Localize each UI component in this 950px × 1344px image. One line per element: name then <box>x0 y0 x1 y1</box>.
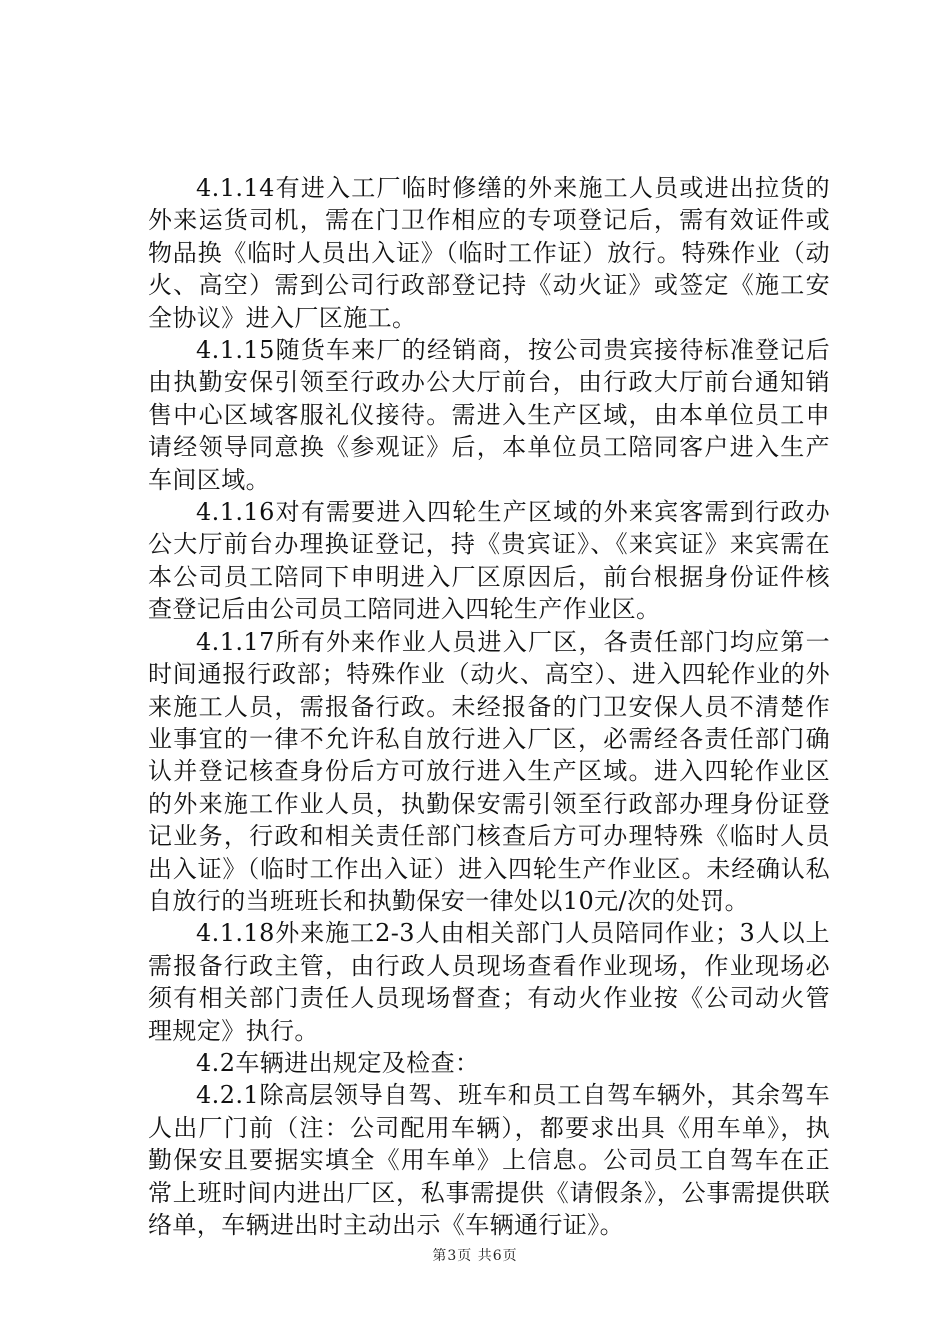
paragraph-4-1-14: 4.1.14有进入工厂临时修缮的外来施工人员或进出拉货的外来运货司机，需在门卫作相应的专项登记后，需有效证件或物品换《临时人员出入证》（临时工作证）放行。特殊作业（动火、高空）需到公司行政部登记持《动火证》或签定《施工安全协议》进入厂区施工。 <box>148 174 830 332</box>
paragraph-4-2-1: 4.2.1除高层领导自驾、班车和员工自驾车辆外，其余驾车人出厂门前（注：公司配用车辆），都要求出具《用车单》，执勤保安且要据实填全《用车单》上信息。公司员工自驾车在正常上班时间内进出厂区，私事需提供《请假条》，公事需提供联络单，车辆进出时主动出示《车辆通行证》。 <box>148 1081 830 1239</box>
paragraph-4-1-17: 4.1.17所有外来作业人员进入厂区，各责任部门均应第一时间通报行政部；特殊作业（动火、高空）、进入四轮作业的外来施工人员，需报备行政。未经报备的门卫安保人员不清楚作业事宜的一律不允许私自放行进入厂区，必需经各责任部门确认并登记核查身份后方可放行进入生产区域。进入四轮作业区的外来施工作业人员，执勤保安需引领至行政部办理身份证登记业务，行政和相关责任部门核查后方可办理特殊《临时人员出入证》（临时工作出入证）进入四轮生产作业区。未经确认私自放行的当班班长和执勤保安一律处以10元/次的处罚。 <box>148 627 830 915</box>
paragraph-4-1-15: 4.1.15随货车来厂的经销商，按公司贵宾接待标准登记后由执勤安保引领至行政办公大厅前台，由行政大厅前台通知销售中心区域客服礼仪接待。需进入生产区域，由本单位员工申请经领导同意换《参观证》后，本单位员工陪同客户进入生产车间区域。 <box>148 336 830 494</box>
paragraph-4-1-16: 4.1.16对有需要进入四轮生产区域的外来宾客需到行政办公大厅前台办理换证登记，持《贵宾证》、《来宾证》来宾需在本公司员工陪同下申明进入厂区原因后，前台根据身份证件核查登记后由公司员工陪同进入四轮生产作业区。 <box>148 498 830 624</box>
document-body <box>148 172 830 1241</box>
page-number-footer: 第3页 共6页 <box>432 1248 518 1264</box>
section-heading-4-2: 4.2车辆进出规定及检查： <box>196 1048 480 1077</box>
paragraph-4-1-18: 4.1.18外来施工2-3人由相关部门人员陪同作业；3人以上需报备行政主管，由行政人员现场查看作业现场，作业现场必须有相关部门责任人员现场督查；有动火作业按《公司动火管理规定》执行。 <box>148 919 830 1045</box>
